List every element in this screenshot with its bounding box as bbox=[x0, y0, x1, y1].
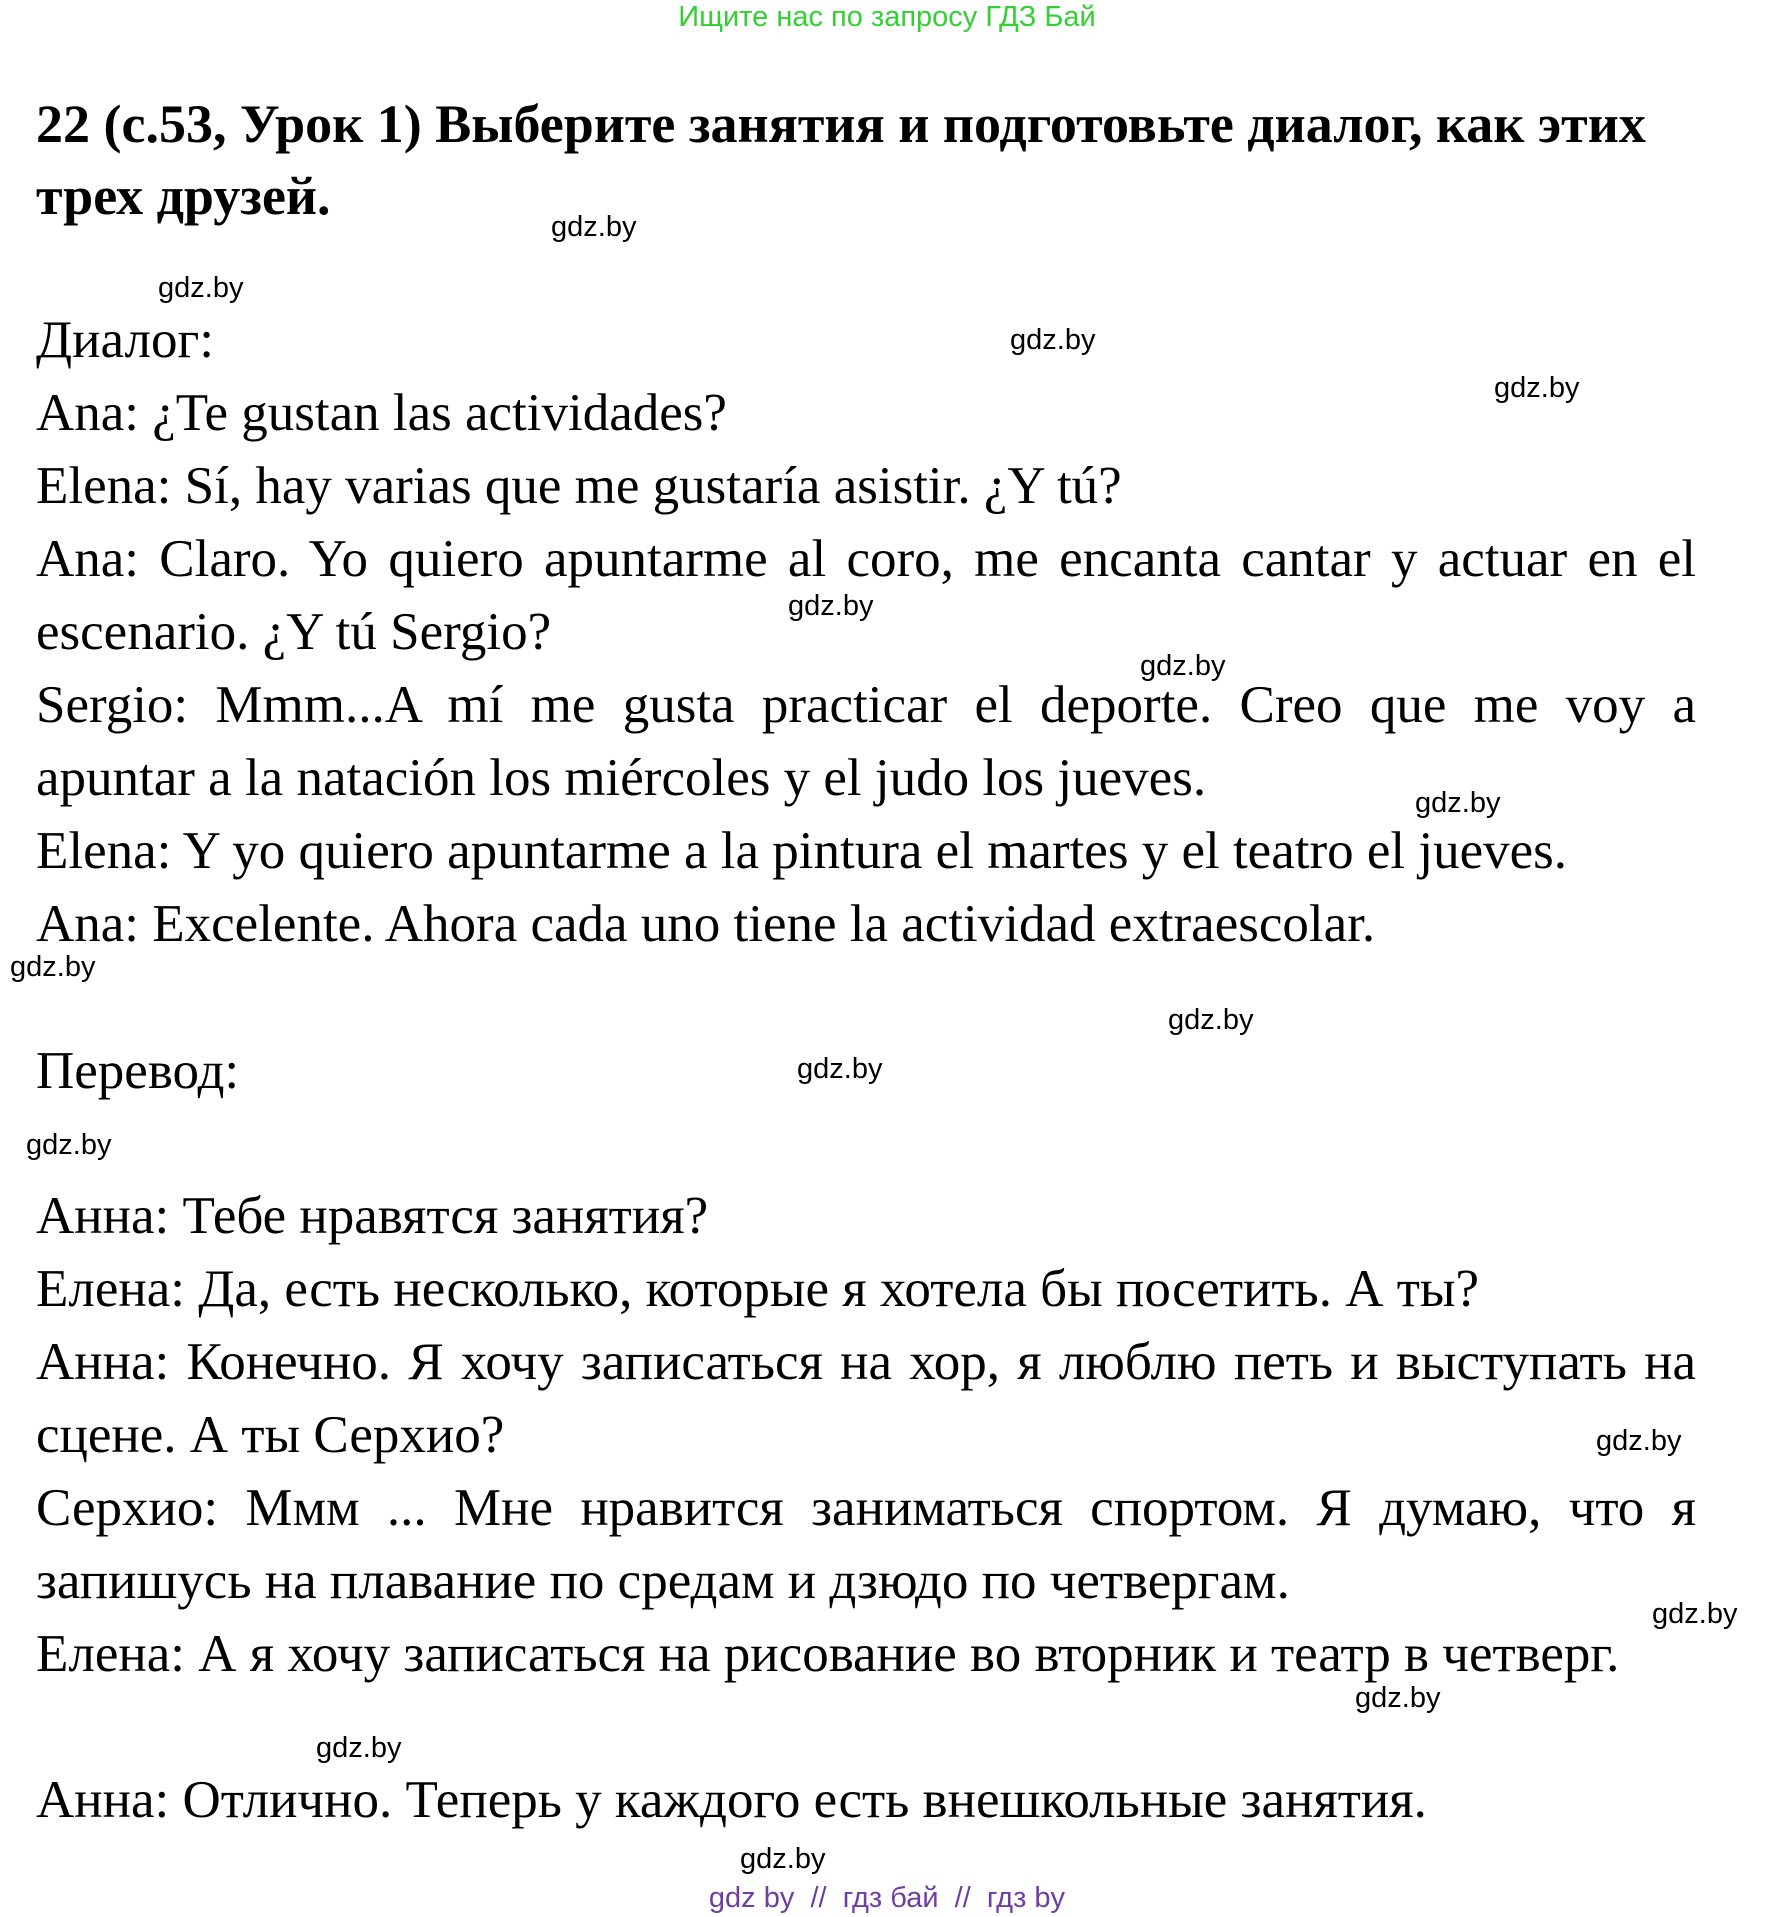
watermark: gdz.by bbox=[740, 1843, 826, 1875]
watermark: gdz.by bbox=[316, 1732, 402, 1764]
top-banner: Ищите нас по запросу ГДЗ Бай bbox=[678, 1, 1096, 33]
watermark: gdz.by bbox=[1140, 650, 1226, 682]
watermark: gdz.by bbox=[26, 1129, 112, 1161]
translation-line: Елена: Да, есть несколько, которые я хотела бы посетить. А ты? bbox=[36, 1260, 1480, 1318]
translation-heading: Перевод: bbox=[36, 1042, 240, 1100]
watermark: gdz.by bbox=[158, 272, 244, 304]
translation-line: Елена: А я хочу записаться на рисование во вторник и театр в четверг. bbox=[36, 1625, 1620, 1683]
dialog-line: Ana: ¿Te gustan las actividades? bbox=[36, 384, 727, 442]
dialog-line: Ana: Claro. Yo quiero apuntarme al coro, me encanta cantar y actuar en el escenario. ¿Y tú Sergio? bbox=[36, 530, 1696, 661]
watermark: gdz.by bbox=[1010, 324, 1096, 356]
dialog-line: Sergio: Mmm...A mí me gusta practicar el deporte. Creo que me voy a apuntar a la natación los miércoles y el judo los jueves. bbox=[36, 676, 1696, 807]
dialog-line: Elena: Sí, hay varias que me gustaría asistir. ¿Y tú? bbox=[36, 457, 1122, 515]
watermark: gdz.by bbox=[1415, 787, 1501, 819]
watermark: gdz.by bbox=[1652, 1598, 1738, 1630]
watermark: gdz.by bbox=[551, 211, 637, 243]
dialog-line: Ana: Excelente. Ahora cada uno tiene la actividad extraescolar. bbox=[36, 895, 1376, 953]
watermark: gdz.by bbox=[1355, 1682, 1441, 1714]
translation-line: Серхио: Ммм ... Мне нравится заниматься спортом. Я думаю, что я запишусь на плавание по средам и дзюдо по четвергам. bbox=[36, 1479, 1696, 1610]
footer-links: gdz by // гдз бай // гдз by bbox=[708, 1882, 1066, 1914]
translation-line: Анна: Конечно. Я хочу записаться на хор, я люблю петь и выступать на сцене. А ты Серхио? bbox=[36, 1333, 1696, 1464]
translation-line: Анна: Тебе нравятся занятия? bbox=[36, 1187, 709, 1245]
dialog-line: Elena: Y yo quiero apuntarme a la pintura el martes y el teatro el jueves. bbox=[36, 822, 1567, 880]
translation-line: Анна: Отлично. Теперь у каждого есть внешкольные занятия. bbox=[36, 1771, 1427, 1829]
watermark: gdz.by bbox=[788, 590, 874, 622]
watermark: gdz.by bbox=[1596, 1425, 1682, 1457]
page-title: 22 (с.53, Урок 1) Выберите занятия и подготовьте диалог, как этих трех друзей. bbox=[36, 94, 1646, 226]
dialog-heading: Диалог: bbox=[36, 311, 214, 369]
watermark: gdz.by bbox=[1494, 372, 1580, 404]
watermark: gdz.by bbox=[10, 951, 96, 983]
watermark: gdz.by bbox=[797, 1053, 883, 1085]
watermark: gdz.by bbox=[1168, 1004, 1254, 1036]
